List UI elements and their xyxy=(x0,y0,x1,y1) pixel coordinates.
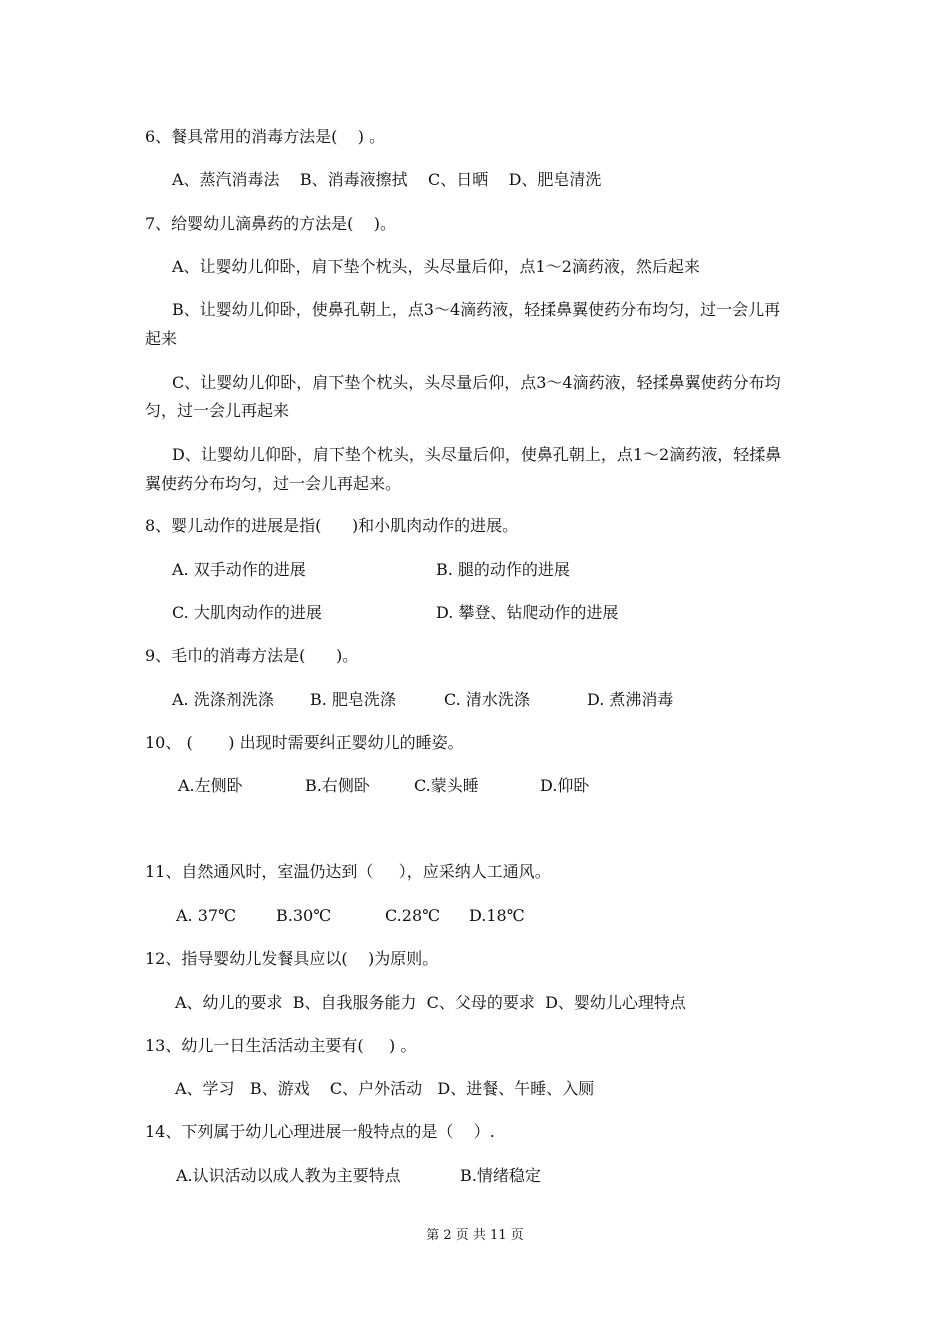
question-11-stem: 11、自然通风时，室温仍达到（ ），应采纳人工通风。 xyxy=(145,862,551,881)
question-11-option-a: A. 37℃ xyxy=(176,906,236,925)
question-6-stem: 6、餐具常用的消毒方法是( ) 。 xyxy=(145,127,386,146)
question-7-option-c-line2: 匀，过一会儿再起来 xyxy=(145,401,290,420)
question-9-option-c: C. 清水洗涤 xyxy=(444,690,530,709)
question-8-option-b: B. 腿的动作的进展 xyxy=(436,560,570,579)
question-7-stem: 7、给婴幼儿滴鼻药的方法是( )。 xyxy=(145,214,397,233)
question-9-option-d: D. 煮沸消毒 xyxy=(587,690,674,709)
question-10-option-a: A.左侧卧 xyxy=(178,776,243,795)
question-13-options: A、学习 B、游戏 C、户外活动 D、进餐、午睡、入厕 xyxy=(175,1079,595,1098)
question-14-option-b: B.情绪稳定 xyxy=(460,1166,541,1185)
question-8-option-d: D. 攀登、钻爬动作的进展 xyxy=(436,603,619,622)
question-7-option-c-line1: C、让婴幼儿仰卧，肩下垫个枕头，头尽量后仰，点3～4滴药液，轻揉鼻翼使药分布均 xyxy=(172,373,781,392)
question-9-stem: 9、毛巾的消毒方法是( )。 xyxy=(145,646,359,665)
question-8-option-a: A. 双手动作的进展 xyxy=(172,560,306,579)
question-13-stem: 13、幼儿一日生活活动主要有( ) 。 xyxy=(145,1036,417,1055)
question-10-option-c: C.蒙头睡 xyxy=(414,776,479,795)
question-11-option-d: D.18℃ xyxy=(469,906,525,925)
question-12-options: A、幼儿的要求 B、自我服务能力 C、父母的要求 D、婴幼儿心理特点 xyxy=(175,993,686,1012)
question-10-option-b: B.右侧卧 xyxy=(305,776,370,795)
page-number-footer: 第 2 页 共 11 页 xyxy=(426,1228,524,1243)
question-8-stem: 8、婴儿动作的进展是指( )和小肌肉动作的进展。 xyxy=(145,516,519,535)
question-12-stem: 12、指导婴幼儿发餐具应以( )为原则。 xyxy=(145,949,439,968)
question-7-option-d-line2: 翼使药分布均匀，过一会儿再起来。 xyxy=(145,474,402,493)
question-14-stem: 14、下列属于幼儿心理进展一般特点的是（ ）. xyxy=(145,1122,495,1141)
question-7-option-d-line1: D、让婴幼儿仰卧，肩下垫个枕头，头尽量后仰，使鼻孔朝上，点1～2滴药液，轻揉鼻 xyxy=(172,445,782,464)
question-10-option-d: D.仰卧 xyxy=(540,776,590,795)
question-7-option-b-line1: B、让婴幼儿仰卧，使鼻孔朝上，点3～4滴药液，轻揉鼻翼使药分布均匀，过一会儿再 xyxy=(172,300,781,319)
question-10-stem: 10、 ( ) 出现时需要纠正婴幼儿的睡姿。 xyxy=(145,733,464,752)
question-11-option-c: C.28℃ xyxy=(385,906,441,925)
question-8-option-c: C. 大肌肉动作的进展 xyxy=(172,603,322,622)
question-11-option-b: B.30℃ xyxy=(276,906,332,925)
question-7-option-a: A、让婴幼儿仰卧，肩下垫个枕头，头尽量后仰，点1～2滴药液，然后起来 xyxy=(172,257,700,276)
question-9-option-a: A. 洗涤剂洗涤 xyxy=(172,690,274,709)
question-14-option-a: A.认识活动以成人教为主要特点 xyxy=(176,1166,401,1185)
question-6-options: A、蒸汽消毒法 B、消毒液擦拭 C、日晒 D、肥皂清洗 xyxy=(172,170,602,189)
question-7-option-b-line2: 起来 xyxy=(145,329,178,348)
question-9-option-b: B. 肥皂洗涤 xyxy=(310,690,396,709)
